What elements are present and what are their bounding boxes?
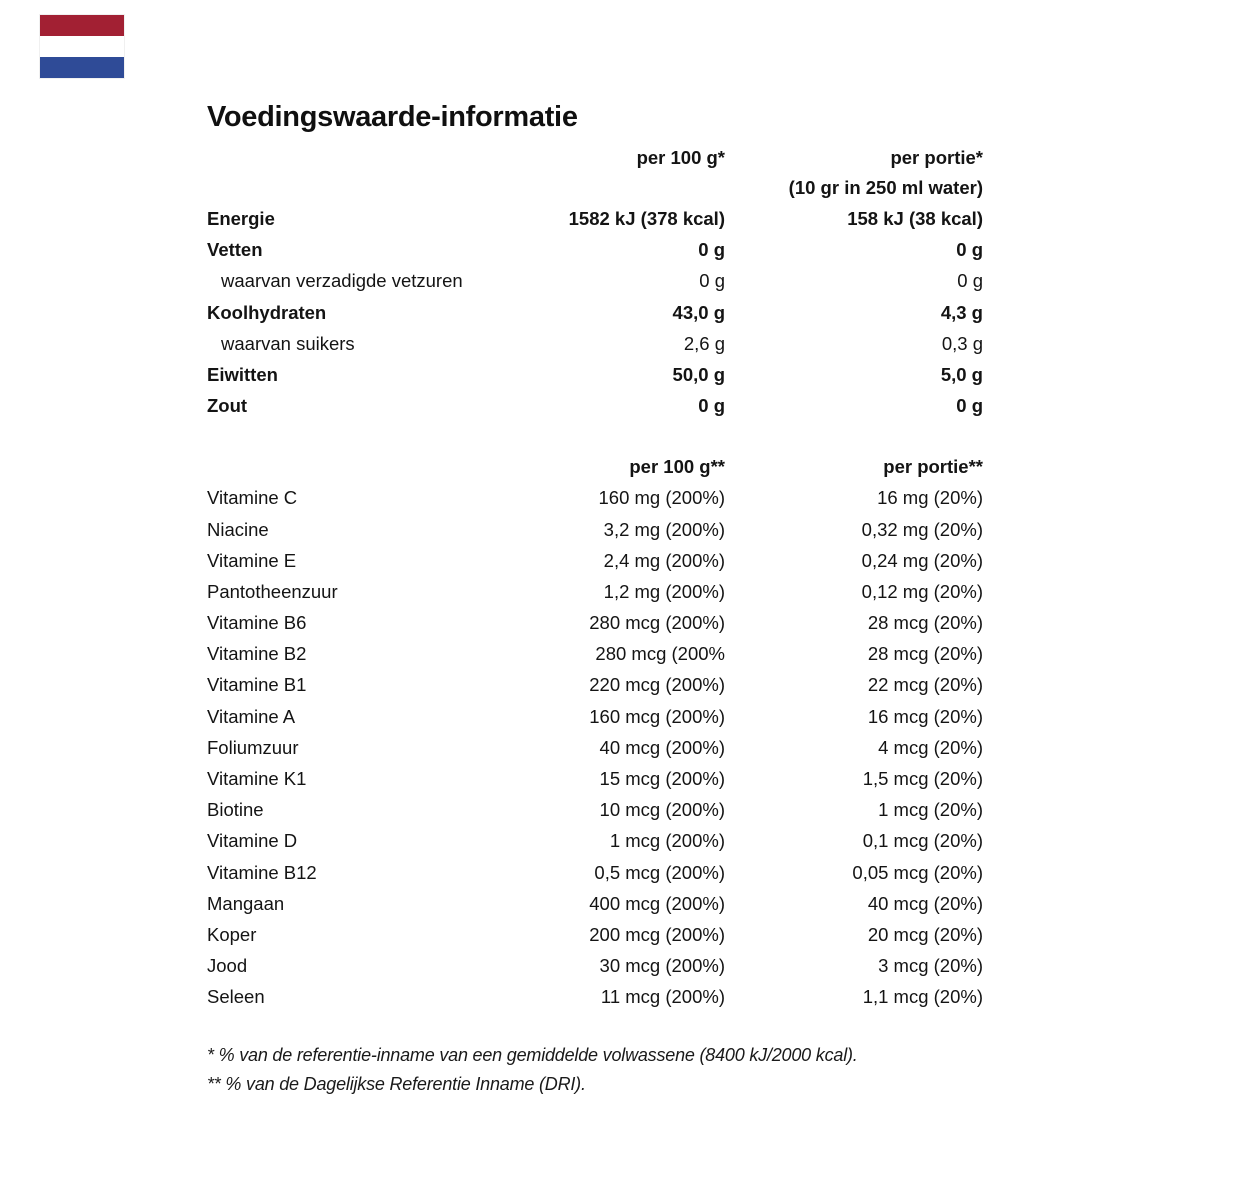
per-portie-value: 28 mcg (20%) bbox=[867, 643, 983, 665]
per-portie-value: 0,12 mg (20%) bbox=[861, 580, 983, 602]
footnotes bbox=[207, 1041, 983, 1100]
footnote-spacer bbox=[207, 1013, 983, 1041]
nutrient-label: Koper bbox=[207, 923, 257, 945]
table-row bbox=[207, 763, 983, 794]
per-portie-value: 40 mcg (20%) bbox=[867, 892, 983, 914]
per-portie-dri-header: per portie** bbox=[883, 456, 983, 478]
per-100g-value: 160 mcg (200%) bbox=[589, 705, 725, 727]
per-100g-value: 0,5 mcg (200%) bbox=[594, 861, 725, 883]
table-row bbox=[207, 607, 983, 638]
nutrient-label: Vitamine C bbox=[207, 487, 298, 509]
table-row bbox=[207, 638, 983, 669]
nutrient-label: Zout bbox=[207, 395, 248, 417]
per-100g-value: 15 mcg (200%) bbox=[599, 768, 725, 789]
flag-blue-stripe bbox=[40, 57, 124, 78]
dutch-flag bbox=[40, 15, 124, 78]
nutrient-label: Vitamine K1 bbox=[207, 768, 307, 789]
table-row bbox=[207, 390, 983, 421]
per-portie-value: 0 g bbox=[956, 395, 983, 417]
table-row bbox=[207, 482, 983, 513]
per-100g-header: per 100 g* bbox=[636, 147, 725, 168]
macro-table bbox=[207, 203, 983, 421]
per-100g-value: 0 g bbox=[698, 239, 725, 261]
per-portie-value: 28 mcg (20%) bbox=[867, 612, 983, 634]
per-100g-value: 160 mg (200%) bbox=[598, 487, 725, 509]
per-portie-value: 0 g bbox=[957, 270, 983, 292]
nutrient-label: Biotine bbox=[207, 799, 264, 821]
nutrient-label: Vitamine E bbox=[207, 549, 297, 571]
flag-red-stripe bbox=[40, 15, 124, 36]
nutrient-label: Eiwitten bbox=[207, 363, 278, 385]
nutrient-label: Mangaan bbox=[207, 892, 285, 914]
table-row bbox=[207, 888, 983, 919]
macro-header-spacer bbox=[207, 143, 515, 173]
nutrient-label: Foliumzuur bbox=[207, 736, 299, 758]
per-100g-value: 3,2 mg (200%) bbox=[603, 518, 725, 540]
per-100g-value: 2,6 g bbox=[683, 332, 725, 354]
table-row bbox=[207, 857, 983, 888]
per-100g-value: 1,2 mg (200%) bbox=[603, 580, 725, 602]
per-100g-value: 1582 kJ (378 kcal) bbox=[568, 208, 725, 229]
macro-subheader-spacer2 bbox=[515, 173, 725, 203]
per-100g-dri-header: per 100 g** bbox=[629, 456, 725, 478]
per-portie-header: per portie* bbox=[890, 147, 983, 168]
table-row bbox=[207, 950, 983, 981]
table-row bbox=[207, 297, 983, 328]
micro-header-spacer bbox=[207, 452, 515, 482]
table-row bbox=[207, 669, 983, 700]
footnote-reference-intake: * % van de referentie-inname van een gemiddelde volwassene (8400 kJ/2000 kcal). bbox=[207, 1044, 858, 1065]
per-portie-value: 4 mcg (20%) bbox=[878, 736, 983, 758]
table-row bbox=[207, 732, 983, 763]
table-row bbox=[207, 545, 983, 576]
per-portie-value: 3 mcg (20%) bbox=[878, 955, 983, 977]
table-row bbox=[207, 328, 983, 359]
nutrient-label: Vitamine B1 bbox=[207, 674, 307, 696]
per-100g-value: 200 mcg (200%) bbox=[589, 923, 725, 945]
table-row bbox=[207, 919, 983, 950]
per-portie-value: 16 mg (20%) bbox=[877, 487, 983, 509]
per-100g-value: 50,0 g bbox=[672, 363, 725, 385]
nutrient-label: Vitamine B2 bbox=[207, 643, 307, 665]
per-portie-value: 0,1 mcg (20%) bbox=[862, 830, 983, 852]
per-portie-value: 16 mcg (20%) bbox=[867, 705, 983, 727]
nutrient-label: Vetten bbox=[207, 239, 263, 261]
per-portie-value: 22 mcg (20%) bbox=[867, 674, 983, 696]
table-row bbox=[207, 576, 983, 607]
nutrient-label: Pantotheenzuur bbox=[207, 580, 338, 602]
per-100g-value: 400 mcg (200%) bbox=[589, 892, 725, 914]
table-row bbox=[207, 234, 983, 265]
per-portie-value: 1 mcg (20%) bbox=[878, 799, 983, 821]
per-100g-value: 0 g bbox=[698, 395, 725, 417]
nutrient-label: Vitamine D bbox=[207, 830, 298, 852]
table-row bbox=[207, 825, 983, 856]
section-spacer bbox=[207, 421, 983, 452]
nutrient-label: Vitamine A bbox=[207, 705, 296, 727]
per-100g-value: 0 g bbox=[699, 270, 725, 292]
portion-size-subheader: (10 gr in 250 ml water) bbox=[788, 177, 983, 198]
per-100g-value: 10 mcg (200%) bbox=[599, 799, 725, 821]
nutrient-label: waarvan suikers bbox=[221, 332, 355, 354]
page-title: Voedingswaarde-informatie bbox=[207, 101, 578, 133]
per-portie-value: 0 g bbox=[956, 239, 983, 261]
per-100g-value: 11 mcg (200%) bbox=[600, 986, 725, 1008]
flag-white-stripe bbox=[40, 36, 124, 57]
nutrient-label: Energie bbox=[207, 208, 275, 229]
per-portie-value: 20 mcg (20%) bbox=[867, 923, 983, 945]
per-portie-value: 0,24 mg (20%) bbox=[861, 549, 983, 571]
per-portie-value: 0,05 mcg (20%) bbox=[852, 861, 983, 883]
per-portie-value: 5,0 g bbox=[940, 363, 983, 385]
nutrient-label: Seleen bbox=[207, 986, 265, 1008]
per-100g-value: 1 mcg (200%) bbox=[609, 830, 725, 852]
micro-table bbox=[207, 482, 983, 1012]
per-portie-value: 158 kJ (38 kcal) bbox=[847, 208, 983, 229]
per-100g-value: 30 mcg (200%) bbox=[599, 955, 725, 977]
table-row bbox=[207, 359, 983, 390]
nutrition-content bbox=[207, 100, 983, 1100]
macro-header-row bbox=[207, 143, 983, 173]
nutrient-label: Jood bbox=[207, 955, 248, 977]
per-portie-value: 1,1 mcg (20%) bbox=[862, 986, 983, 1008]
per-100g-value: 280 mcg (200%) bbox=[589, 612, 725, 634]
nutrient-label: Koolhydraten bbox=[207, 301, 327, 323]
nutrient-label: Vitamine B6 bbox=[207, 612, 307, 634]
per-portie-value: 0,32 mg (20%) bbox=[861, 518, 983, 540]
per-100g-value: 280 mcg (200% bbox=[595, 643, 725, 665]
nutrient-label: Niacine bbox=[207, 518, 269, 540]
per-100g-value: 220 mcg (200%) bbox=[589, 674, 725, 696]
table-row bbox=[207, 701, 983, 732]
nutrient-label: Vitamine B12 bbox=[207, 861, 317, 883]
per-portie-value: 1,5 mcg (20%) bbox=[862, 768, 983, 789]
footnote-dri: ** % van de Dagelijkse Referentie Inname (DRI). bbox=[207, 1074, 586, 1094]
table-row bbox=[207, 794, 983, 825]
macro-subheader-spacer bbox=[207, 173, 515, 203]
per-100g-value: 40 mcg (200%) bbox=[599, 736, 725, 758]
table-row bbox=[207, 514, 983, 545]
per-portie-value: 4,3 g bbox=[940, 301, 983, 323]
nutrient-label: waarvan verzadigde vetzuren bbox=[221, 270, 463, 292]
per-100g-value: 43,0 g bbox=[672, 301, 725, 323]
table-row bbox=[207, 203, 983, 234]
table-row bbox=[207, 981, 983, 1012]
macro-subheader-row bbox=[207, 173, 983, 203]
per-portie-value: 0,3 g bbox=[941, 332, 983, 354]
per-100g-value: 2,4 mg (200%) bbox=[603, 549, 725, 571]
micro-header-row bbox=[207, 452, 983, 482]
table-row bbox=[207, 265, 983, 296]
